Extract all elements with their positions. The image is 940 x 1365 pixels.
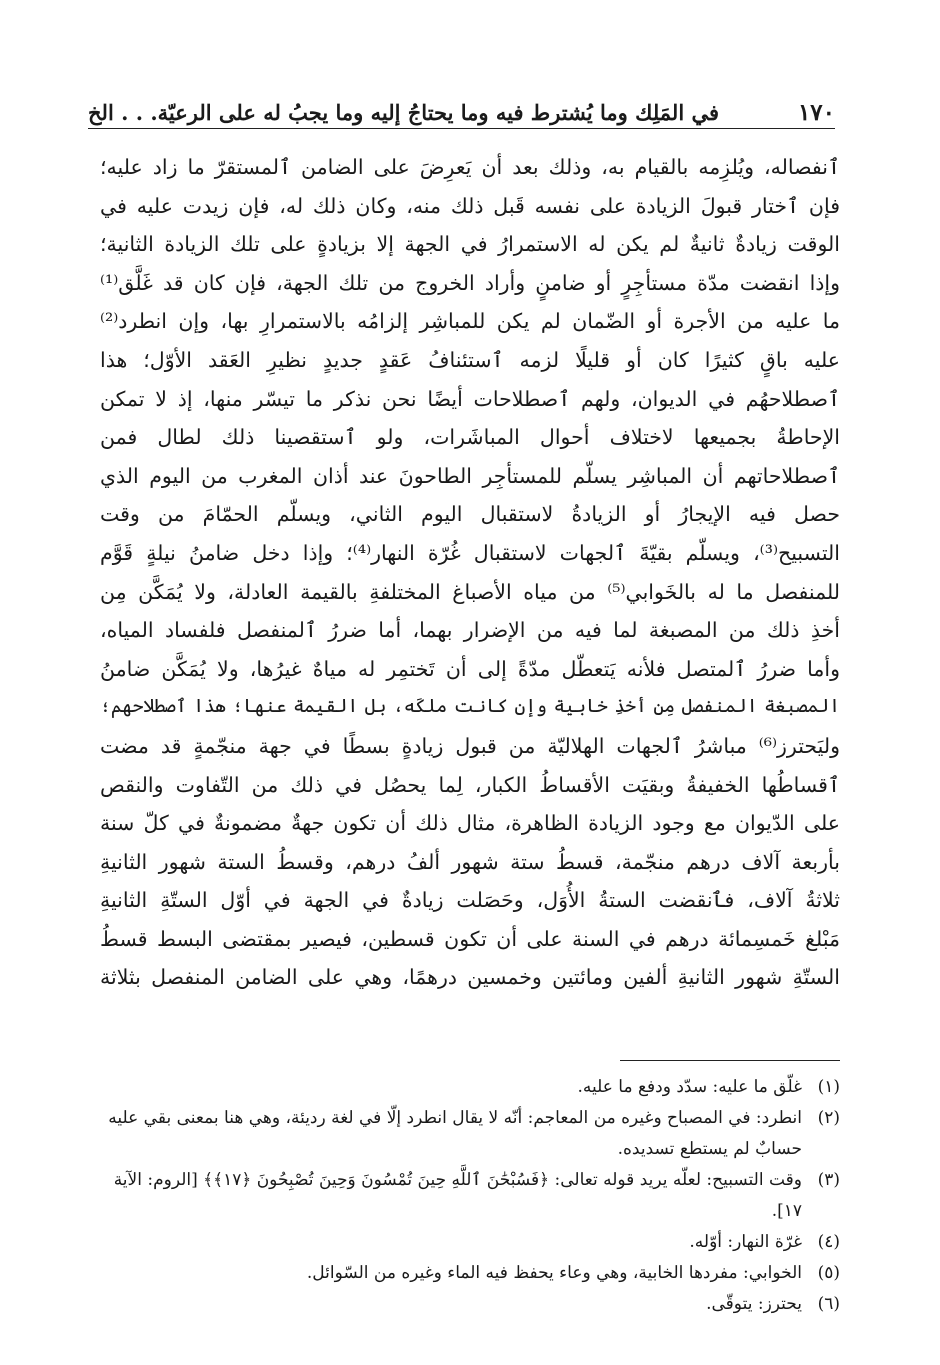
text-line: الإحاطةُ بجميعها لاختلاف أحوال المباشَرات، ولو ٱستقصينا ذلك لطال فمن: [100, 425, 840, 450]
page-number: ١٧٠: [797, 99, 835, 126]
footnotes: [100, 1072, 840, 1320]
text-line: للمنفصل ما له بالخَوابي⁽⁵⁾ من مياه الأصباغ المختلفةِ بالقيمة العادلة، ولا يُمَكَّن مِن: [100, 579, 840, 604]
footnote-text: الخوابي: مفردها الخابية، وهي وعاء يحفظ فيه الماء وغيره من السّوائل.: [306, 1263, 802, 1283]
footnote-text: انطرد: في المصباح وغيره من المعاجم: أنّه لا يقال انطرد إلّا في لغة رديئة، وهي هنا بمعنى بقي عليه حسابٌ لم يستطع تسديده.: [108, 1108, 802, 1159]
footnote-text: يحترز: يتوقّى.: [706, 1294, 802, 1314]
text-line: ٱصطلاحاتهم أن المباشِر يسلّم للمستأجِر الطاحونَ عند أذان المغرب من اليوم الذي: [100, 463, 840, 488]
footnote-separator: [620, 1060, 840, 1061]
text-line: عليه باقٍ كثيرًا كان أو قليلًا لزمه ٱستئنافُ عَقدٍ جديدٍ نظيرِ العَقد الأوّل؛ هذا: [100, 347, 840, 372]
footnote-marker: (٣): [817, 1170, 840, 1190]
text-line: وأما ضررُ ٱلمتصل فلأنه يَتعطّل مدّةً إلى أن تَختمِر له مياهٌ غيرُها، ولا يُمَكَّن ضامنُ: [100, 656, 840, 681]
footnote-item: [100, 1165, 840, 1227]
text-line: وليَحترز⁽⁶⁾ مباشرُ ٱلجهات الهلاليّة من قبول زيادةٍ بسطًا في جهة منجّمةٍ قد مضت: [100, 733, 840, 758]
text-line: ثلاثةُ آلاف، فٱنقضت الستةُ الأُوَل، وحَصَلت زيادةٌ في الجهة في أوّل الستّةِ الثانيةِ: [100, 888, 840, 913]
footnote-text: غرّة النهار: أوّله.: [689, 1232, 802, 1252]
footnote-item: [100, 1103, 840, 1165]
footnote-marker: (٥): [817, 1263, 840, 1283]
footnote-item: [100, 1289, 840, 1320]
main-text: [100, 148, 840, 997]
text-line: حصل فيه الإيجارُ أو الزيادةُ لاستقبال اليوم الثاني، ويسلّم الحمّامَ من وقت: [100, 502, 840, 527]
footnote-text: وقت التسبيح: لعلّه يريد قوله تعالى: ﴿فَسُبْحَٰنَ ٱللَّهِ حِينَ تُمْسُونَ وَحِينَ تُصْبِحُونَ ﴿١٧﴾﴾ [الروم: الآية ١٧].: [113, 1170, 802, 1221]
footnote-marker: (٦): [817, 1294, 840, 1314]
footnote-marker: (٢): [817, 1108, 840, 1128]
text-line: الستّةِ شهور الثانيةِ ألفين ومائتين وخمسين درهمًا، وهي على الضامن المنفصل بثلاثة: [100, 965, 840, 990]
footnote-marker: (١): [817, 1077, 840, 1097]
text-line: الوقت زيادةٌ ثانيةٌ لم يكن له الاستمرارُ في الجهة إلا بزيادةٍ على تلك الزيادة الثانية؛: [100, 232, 840, 257]
text-line: مَبْلغ خَمسِمائة درهم في السنة على أن تكون قسطين، فيصير بمقتضى البسط قسطُ: [100, 926, 840, 951]
text-line: المصبغة المنفصل مِن أخذِ خابية وإن كانت ملكَه، بل القيمة عنها؛ هذا ٱصطلاحهم؛: [100, 696, 840, 718]
footnote-item: [100, 1227, 840, 1258]
text-line: فإن ٱختار قبولَ الزيادة على نفسه قَبل ذلك منه، وكان ذلك له، فإن زيدت عليه في: [100, 193, 840, 218]
running-header: [88, 88, 835, 129]
text-line: التسبيح⁽³⁾، ويسلّم بقيّةَ ٱلجهات لاستقبال غُرّة النهار⁽⁴⁾؛ وإذا دخل ضامنُ نيلةٍ قَوَّم: [100, 540, 840, 565]
text-line: ٱنفصاله، ويُلزِمه بالقيام به، وذلك بعد أن يَعرِضَ على الضامن ٱلمستقرّ ما زاد عليه؛: [100, 155, 840, 179]
footnote-marker: (٤): [817, 1232, 840, 1252]
text-line: أخذِ ذلك من المصبغة لما فيه من الإضرار بهما، أما ضررُ ٱلمنفصل فلفساد المياه،: [100, 618, 840, 643]
footnote-item: [100, 1072, 840, 1103]
footnote-item: [100, 1258, 840, 1289]
text-line: ما عليه من الأجرة أو الضّمان لم يكن للمباشِر إلزامُه بالاستمرارِ بها، وإن انطرد⁽²⁾: [100, 309, 840, 334]
text-line: وإذا انقضت مدّة مستأجِرٍ أو ضامنٍ وأراد الخروج من تلك الجهة، فإن كان قد غَلَّق⁽¹⁾: [100, 270, 840, 295]
running-title: في المَلِك وما يُشترط فيه وما يحتاجُ إليه وما يجبُ له على الرعيّة. . . الخ: [88, 100, 720, 125]
text-line: بأربعة آلاف درهم منجّمة، قسطُ ستة شهور ألفُ درهم، وقسطُ الستة شهور الثانيةِ: [100, 849, 840, 874]
text-line: ٱصطلاحهُم في الديوان، ولهم ٱصطلاحات أيضًا نحن نذكر ما تيسّر منها، إذ لا تمكن: [100, 386, 840, 411]
footnote-text: غلّق ما عليه: سدّد ودفع ما عليه.: [577, 1077, 802, 1097]
text-line: على الدّيوان مع وجود الزيادة الظاهرة، مثال ذلك أن تكون جهةٌ مضمونةٌ في كلّ سنة: [100, 811, 840, 836]
text-line: ٱقساطُها الخفيفةُ وبقيَت الأقساطُ الكبار، لِما يحصُل في ذلك من التّفاوت والنقص: [100, 772, 840, 797]
